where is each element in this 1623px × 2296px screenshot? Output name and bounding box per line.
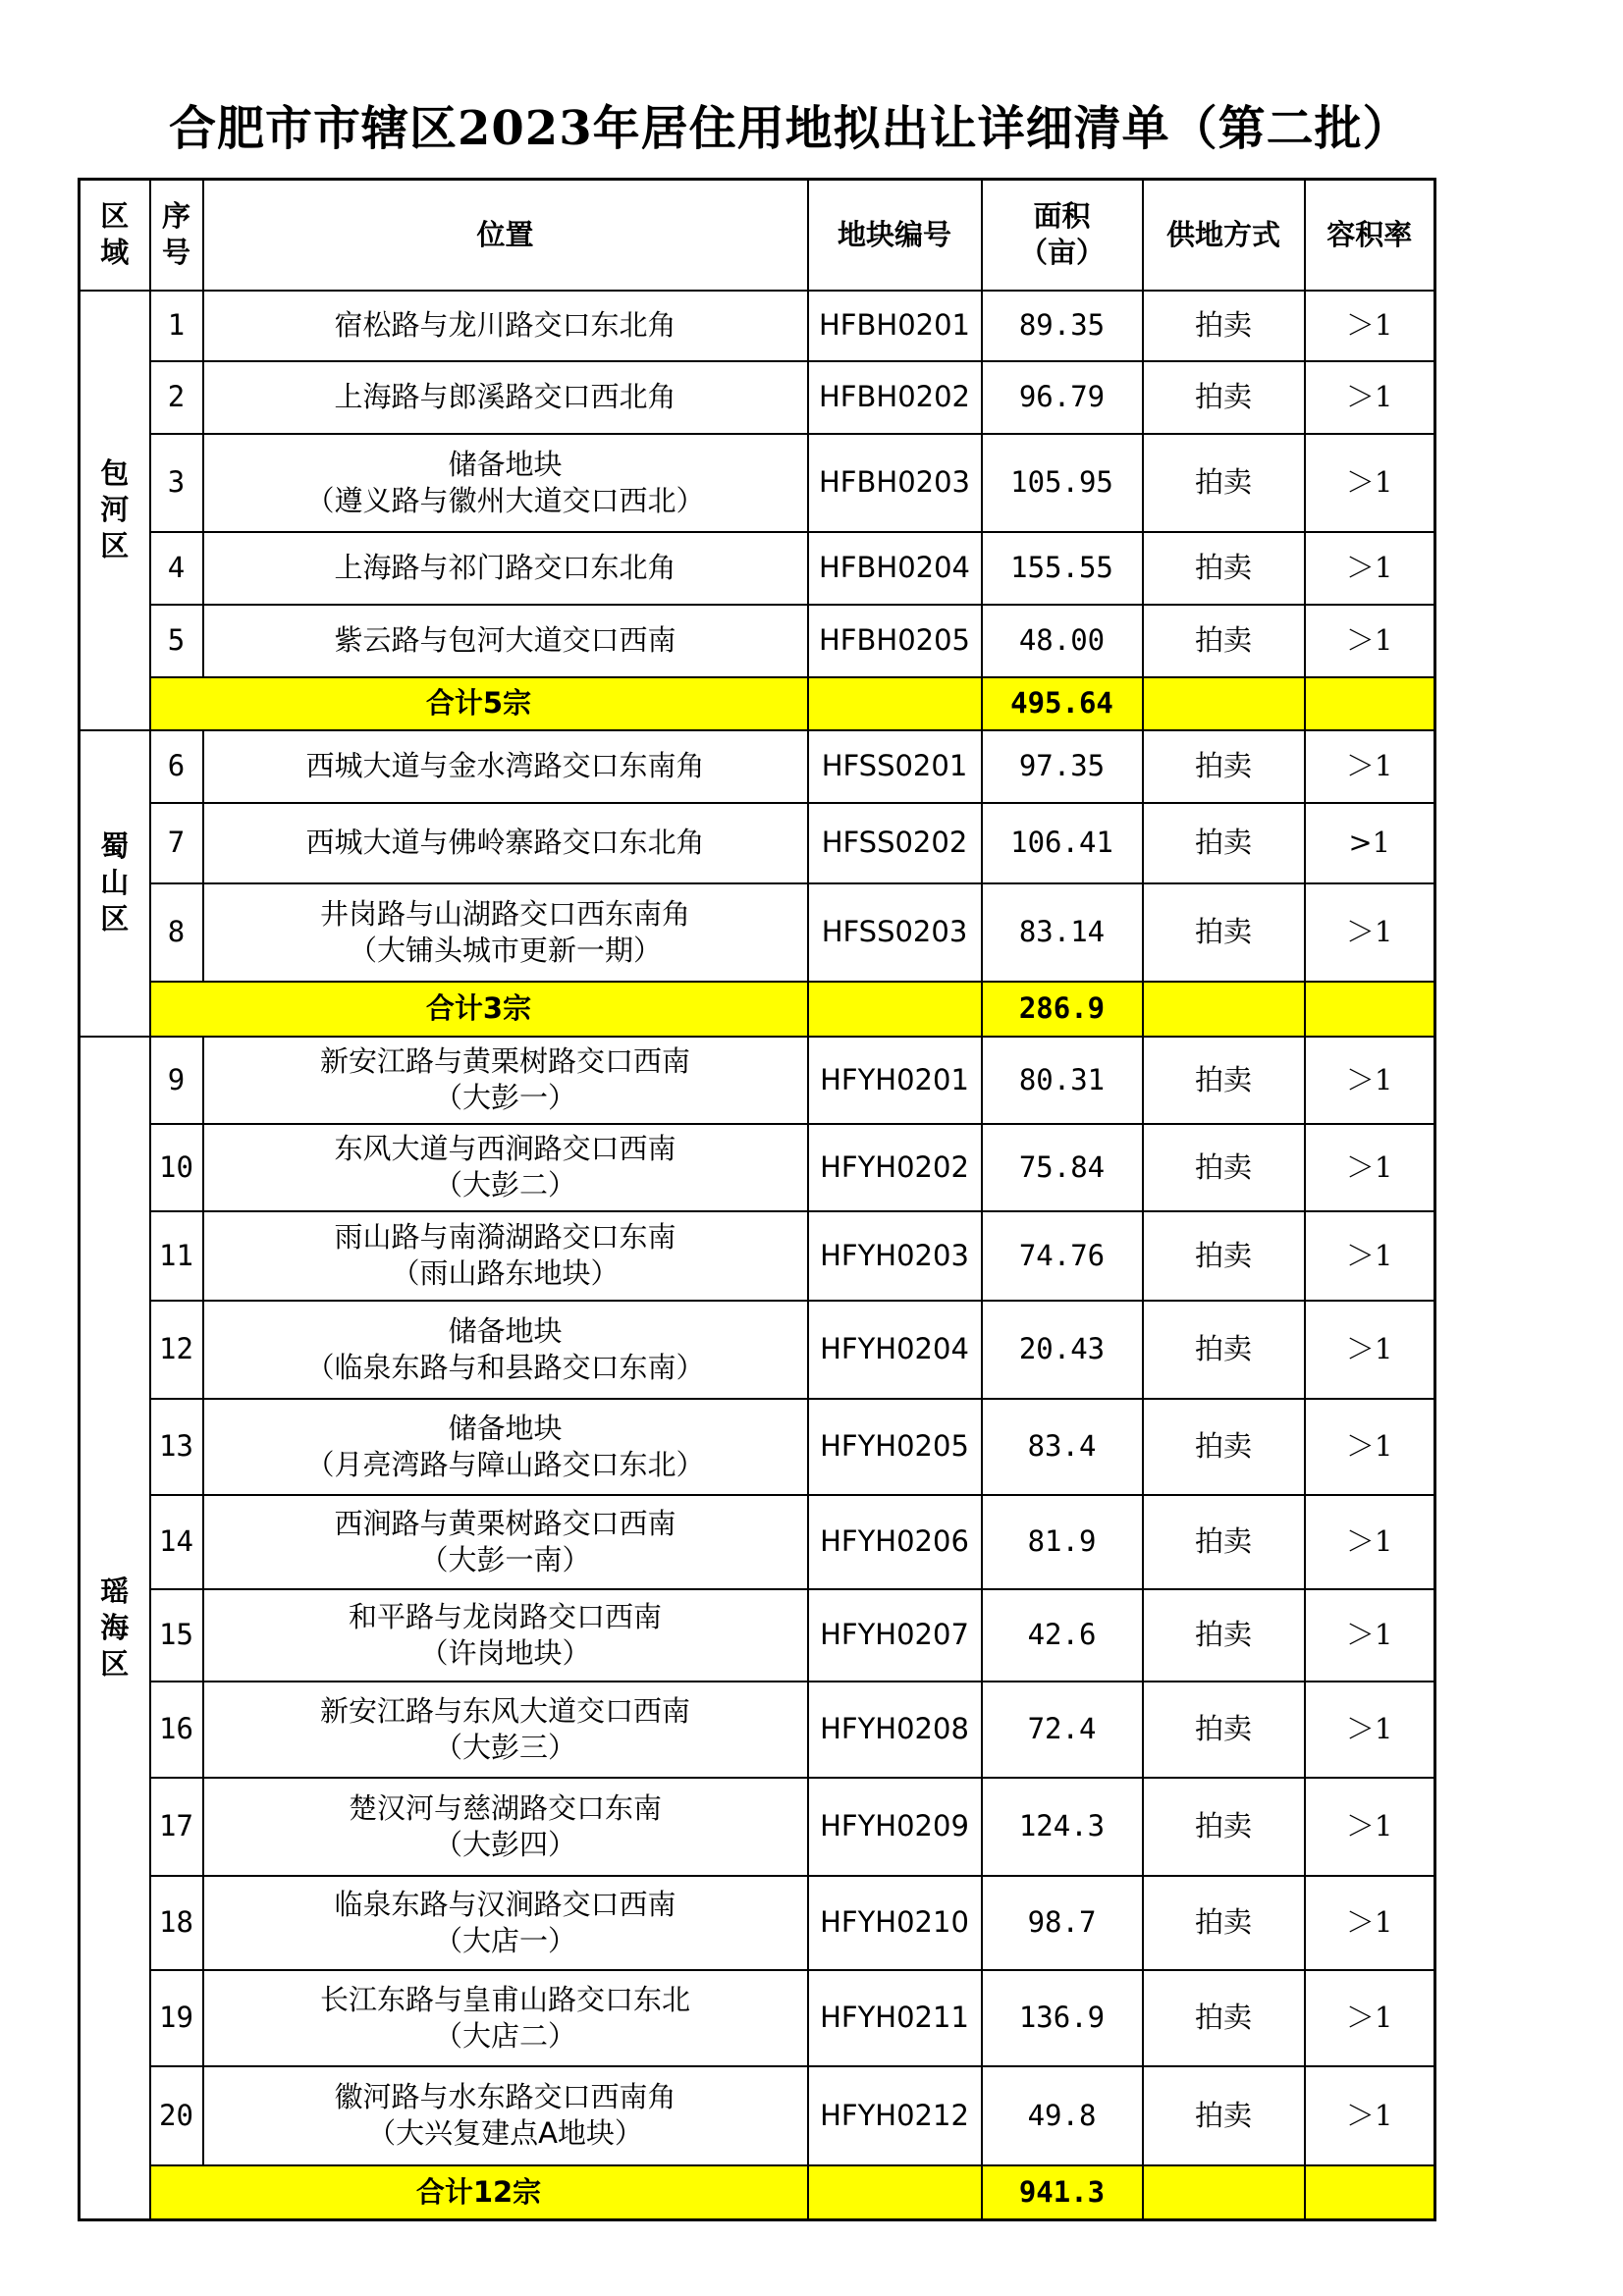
page-title: 合肥市市辖区2023年居住用地拟出让详细清单（第二批） [169, 101, 1411, 156]
location-cell: 临泉东路与汉涧路交口西南 （大店一） [203, 1876, 808, 1970]
supply-method-cell: 拍卖 [1143, 291, 1305, 361]
area-value-cell: 48.00 [982, 605, 1143, 677]
district-cell: 包 河 区 [80, 291, 150, 730]
subtotal-empty-cell [808, 982, 982, 1037]
table-row [80, 361, 1435, 434]
parcel-code-cell: HFYH0211 [808, 1970, 982, 2066]
area-value-cell: 83.14 [982, 883, 1143, 982]
supply-method-cell: 拍卖 [1143, 1589, 1305, 1682]
area-value-cell: 106.41 [982, 803, 1143, 883]
area-value-cell: 20.43 [982, 1301, 1143, 1399]
seq-cell: 1 [150, 291, 203, 361]
location-cell: 新安江路与东风大道交口西南 （大彭三） [203, 1682, 808, 1778]
supply-method-cell: 拍卖 [1143, 1399, 1305, 1495]
area-value-cell: 98.7 [982, 1876, 1143, 1970]
header-supply: 供地方式 [1143, 180, 1305, 291]
parcel-code-cell: HFYH0207 [808, 1589, 982, 1682]
far-cell: ＞1 [1305, 1301, 1435, 1399]
seq-cell: 8 [150, 883, 203, 982]
far-cell: ＞1 [1305, 1778, 1435, 1876]
far-cell: ＞1 [1305, 532, 1435, 605]
far-cell: ＞1 [1305, 1037, 1435, 1124]
header-seq: 序 号 [150, 180, 203, 291]
area-value-cell: 97.35 [982, 730, 1143, 803]
table-row [80, 1211, 1435, 1301]
location-cell: 新安江路与黄栗树路交口西南 （大彭一） [203, 1037, 808, 1124]
subtotal-empty-cell [808, 677, 982, 730]
area-value-cell: 83.4 [982, 1399, 1143, 1495]
supply-method-cell: 拍卖 [1143, 605, 1305, 677]
far-cell: ＞1 [1305, 883, 1435, 982]
parcel-code-cell: HFBH0204 [808, 532, 982, 605]
location-cell: 和平路与龙岗路交口西南 （许岗地块） [203, 1589, 808, 1682]
supply-method-cell: 拍卖 [1143, 1970, 1305, 2066]
area-value-cell: 105.95 [982, 434, 1143, 532]
subtotal-area: 286.9 [982, 982, 1143, 1037]
location-cell: 雨山路与南漪湖路交口东南 （雨山路东地块） [203, 1211, 808, 1301]
subtotal-row [80, 2165, 1435, 2220]
area-value-cell: 75.84 [982, 1124, 1143, 1211]
parcel-code-cell: HFYH0209 [808, 1778, 982, 1876]
table-row [80, 1301, 1435, 1399]
table-row [80, 532, 1435, 605]
subtotal-empty-cell [1305, 982, 1435, 1037]
far-cell: ＞1 [1305, 291, 1435, 361]
supply-method-cell: 拍卖 [1143, 532, 1305, 605]
table-row [80, 730, 1435, 803]
subtotal-label: 合计12宗 [150, 2165, 808, 2220]
seq-cell: 4 [150, 532, 203, 605]
far-cell: ＞1 [1305, 730, 1435, 803]
far-cell: ＞1 [1305, 361, 1435, 434]
table-row [80, 1589, 1435, 1682]
supply-method-cell: 拍卖 [1143, 2066, 1305, 2165]
location-cell: 东风大道与西涧路交口西南 （大彭二） [203, 1124, 808, 1211]
district-cell: 瑶 海 区 [80, 1037, 150, 2220]
subtotal-row [80, 677, 1435, 730]
seq-cell: 19 [150, 1970, 203, 2066]
parcel-code-cell: HFBH0201 [808, 291, 982, 361]
table-body [80, 291, 1435, 2220]
table-row [80, 434, 1435, 532]
header-far: 容积率 [1305, 180, 1435, 291]
location-cell: 紫云路与包河大道交口西南 [203, 605, 808, 677]
table-row [80, 1876, 1435, 1970]
header-code: 地块编号 [808, 180, 982, 291]
table-row [80, 1778, 1435, 1876]
location-cell: 宿松路与龙川路交口东北角 [203, 291, 808, 361]
supply-method-cell: 拍卖 [1143, 1876, 1305, 1970]
subtotal-area: 941.3 [982, 2165, 1143, 2220]
location-cell: 西城大道与金水湾路交口东南角 [203, 730, 808, 803]
location-cell: 楚汉河与慈湖路交口东南 （大彭四） [203, 1778, 808, 1876]
far-cell: ＞1 [1305, 1211, 1435, 1301]
far-cell: ＞1 [1305, 434, 1435, 532]
area-value-cell: 42.6 [982, 1589, 1143, 1682]
seq-cell: 10 [150, 1124, 203, 1211]
far-cell: ＞1 [1305, 1876, 1435, 1970]
location-cell: 西涧路与黄栗树路交口西南 （大彭一南） [203, 1495, 808, 1589]
table-row [80, 1682, 1435, 1778]
supply-method-cell: 拍卖 [1143, 803, 1305, 883]
parcel-code-cell: HFYH0203 [808, 1211, 982, 1301]
area-value-cell: 124.3 [982, 1778, 1143, 1876]
header-location: 位置 [203, 180, 808, 291]
parcel-code-cell: HFYH0208 [808, 1682, 982, 1778]
far-cell: >1 [1305, 803, 1435, 883]
area-value-cell: 81.9 [982, 1495, 1143, 1589]
supply-method-cell: 拍卖 [1143, 730, 1305, 803]
far-cell: ＞1 [1305, 1970, 1435, 2066]
supply-method-cell: 拍卖 [1143, 1301, 1305, 1399]
location-cell: 储备地块 （遵义路与徽州大道交口西北） [203, 434, 808, 532]
seq-cell: 9 [150, 1037, 203, 1124]
area-value-cell: 74.76 [982, 1211, 1143, 1301]
location-cell: 储备地块 （月亮湾路与障山路交口东北） [203, 1399, 808, 1495]
supply-method-cell: 拍卖 [1143, 1682, 1305, 1778]
far-cell: ＞1 [1305, 605, 1435, 677]
location-cell: 上海路与祁门路交口东北角 [203, 532, 808, 605]
parcel-code-cell: HFBH0203 [808, 434, 982, 532]
seq-cell: 12 [150, 1301, 203, 1399]
parcel-code-cell: HFYH0205 [808, 1399, 982, 1495]
header-area: 面积 （亩） [982, 180, 1143, 291]
supply-method-cell: 拍卖 [1143, 1495, 1305, 1589]
table-row [80, 291, 1435, 361]
far-cell: ＞1 [1305, 1399, 1435, 1495]
seq-cell: 15 [150, 1589, 203, 1682]
far-cell: ＞1 [1305, 1495, 1435, 1589]
area-value-cell: 136.9 [982, 1970, 1143, 2066]
seq-cell: 18 [150, 1876, 203, 1970]
far-cell: ＞1 [1305, 1589, 1435, 1682]
location-cell: 储备地块 （临泉东路与和县路交口东南） [203, 1301, 808, 1399]
parcel-code-cell: HFYH0212 [808, 2066, 982, 2165]
seq-cell: 11 [150, 1211, 203, 1301]
table-row [80, 803, 1435, 883]
supply-method-cell: 拍卖 [1143, 1211, 1305, 1301]
table-row [80, 605, 1435, 677]
table-row [80, 1495, 1435, 1589]
land-list-table [78, 178, 1436, 2221]
parcel-code-cell: HFYH0201 [808, 1037, 982, 1124]
table-row [80, 2066, 1435, 2165]
supply-method-cell: 拍卖 [1143, 1124, 1305, 1211]
subtotal-empty-cell [808, 2165, 982, 2220]
seq-cell: 14 [150, 1495, 203, 1589]
parcel-code-cell: HFSS0203 [808, 883, 982, 982]
subtotal-empty-cell [1305, 2165, 1435, 2220]
far-cell: ＞1 [1305, 1682, 1435, 1778]
seq-cell: 13 [150, 1399, 203, 1495]
seq-cell: 5 [150, 605, 203, 677]
seq-cell: 16 [150, 1682, 203, 1778]
district-cell: 蜀 山 区 [80, 730, 150, 1037]
area-value-cell: 155.55 [982, 532, 1143, 605]
location-cell: 上海路与郎溪路交口西北角 [203, 361, 808, 434]
table-row [80, 1124, 1435, 1211]
subtotal-label: 合计3宗 [150, 982, 808, 1037]
parcel-code-cell: HFBH0202 [808, 361, 982, 434]
subtotal-empty-cell [1143, 2165, 1305, 2220]
parcel-code-cell: HFYH0204 [808, 1301, 982, 1399]
supply-method-cell: 拍卖 [1143, 1037, 1305, 1124]
table-row [80, 1399, 1435, 1495]
parcel-code-cell: HFSS0201 [808, 730, 982, 803]
subtotal-empty-cell [1143, 982, 1305, 1037]
location-cell: 徽河路与水东路交口西南角 （大兴复建点A地块） [203, 2066, 808, 2165]
table-row [80, 1037, 1435, 1124]
area-value-cell: 80.31 [982, 1037, 1143, 1124]
location-cell: 井岗路与山湖路交口西东南角 （大铺头城市更新一期） [203, 883, 808, 982]
parcel-code-cell: HFSS0202 [808, 803, 982, 883]
seq-cell: 6 [150, 730, 203, 803]
parcel-code-cell: HFYH0210 [808, 1876, 982, 1970]
location-cell: 长江东路与皇甫山路交口东北 （大店二） [203, 1970, 808, 2066]
far-cell: ＞1 [1305, 1124, 1435, 1211]
area-value-cell: 72.4 [982, 1682, 1143, 1778]
supply-method-cell: 拍卖 [1143, 361, 1305, 434]
seq-cell: 17 [150, 1778, 203, 1876]
supply-method-cell: 拍卖 [1143, 883, 1305, 982]
header-district: 区 域 [80, 180, 150, 291]
area-value-cell: 49.8 [982, 2066, 1143, 2165]
header-row [80, 180, 1435, 291]
location-cell: 西城大道与佛岭寨路交口东北角 [203, 803, 808, 883]
table-row [80, 1970, 1435, 2066]
subtotal-empty-cell [1305, 677, 1435, 730]
subtotal-label: 合计5宗 [150, 677, 808, 730]
subtotal-empty-cell [1143, 677, 1305, 730]
supply-method-cell: 拍卖 [1143, 434, 1305, 532]
parcel-code-cell: HFBH0205 [808, 605, 982, 677]
seq-cell: 3 [150, 434, 203, 532]
seq-cell: 7 [150, 803, 203, 883]
parcel-code-cell: HFYH0202 [808, 1124, 982, 1211]
area-value-cell: 96.79 [982, 361, 1143, 434]
subtotal-area: 495.64 [982, 677, 1143, 730]
area-value-cell: 89.35 [982, 291, 1143, 361]
supply-method-cell: 拍卖 [1143, 1778, 1305, 1876]
table-row [80, 883, 1435, 982]
far-cell: ＞1 [1305, 2066, 1435, 2165]
subtotal-row [80, 982, 1435, 1037]
seq-cell: 20 [150, 2066, 203, 2165]
seq-cell: 2 [150, 361, 203, 434]
parcel-code-cell: HFYH0206 [808, 1495, 982, 1589]
